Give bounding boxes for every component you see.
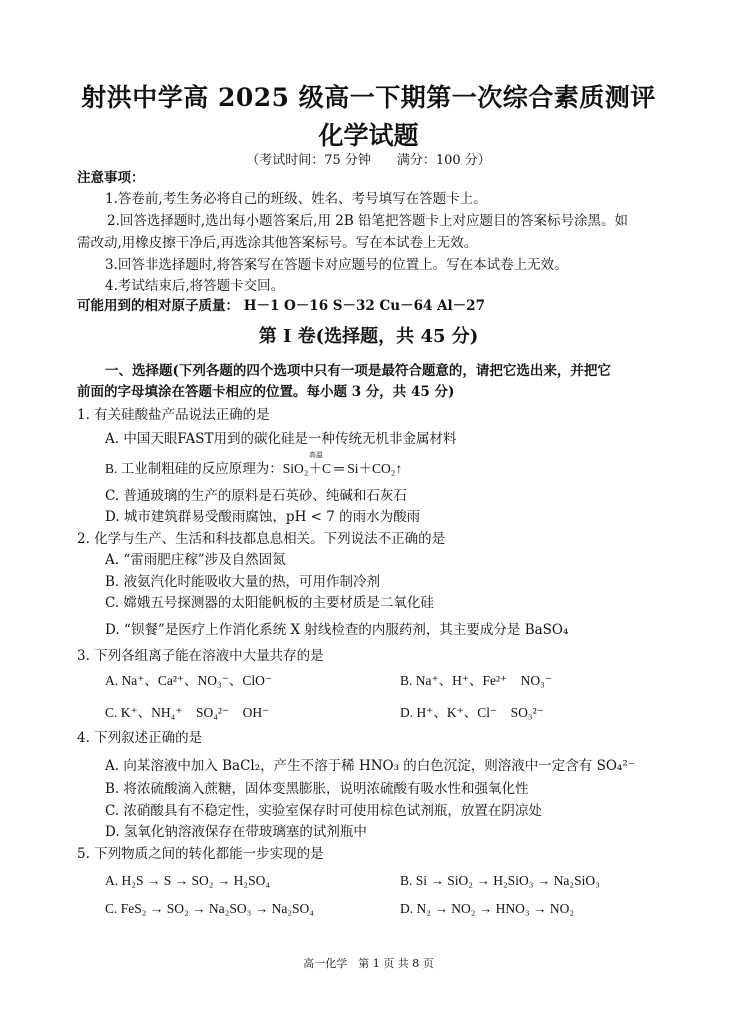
question-2-option-d: D. “钡餐”是医疗上作消化系统 X 射线检查的内服药剂，其主要成分是 BaSO₄ xyxy=(105,622,569,638)
question-1-option-c: C. 普通玻璃的生产的原料是石英砂、纯碱和石灰石 xyxy=(105,488,407,504)
question-5-option-d: D. N₂ → NO₂ → HNO₃ → NO₂ xyxy=(400,901,575,916)
subject-title: 化学试题 xyxy=(318,121,419,150)
question-2-option-c: C. 嫦娥五号探测器的太阳能帆板的主要材质是二氧化硅 xyxy=(105,595,434,611)
question-3-option-a: A. Na⁺、Ca²⁺、NO₃⁻、ClO⁻ xyxy=(105,673,272,688)
question-5-stem: 5. 下列物质之间的转化都能一步实现的是 xyxy=(77,846,324,862)
question-5-option-a: A. H₂S → S → SO₂ → H₂SO₄ xyxy=(105,873,271,888)
note-2-cont: 需改动,用橡皮擦干净后,再选涂其他答案标号。写在本试卷上无效。 xyxy=(77,235,478,251)
section-instruction-2: 前面的字母填涂在答题卡相应的位置。每小题 3 分，共 45 分) xyxy=(77,384,455,400)
question-2-option-b: B. 液氨汽化时能吸收大量的热，可用作制冷剂 xyxy=(105,574,381,590)
reaction-condition: 高温 xyxy=(309,451,323,459)
question-4-option-c: C. 浓硝酸具有不稳定性，实验室保存时可使用棕色试剂瓶，放置在阴凉处 xyxy=(105,803,542,819)
question-3-stem: 3. 下列各组离子能在溶液中大量共存的是 xyxy=(77,648,324,664)
question-5-option-b: B. Si → SiO₂ → H₂SiO₃ → Na₂SiO₃ xyxy=(400,873,600,888)
question-1-option-b: B. 工业制粗硅的反应原理为：SiO₂＋C ═ Si＋CO₂↑ xyxy=(105,461,403,476)
question-3-option-d: D. H⁺、K⁺、Cl⁻ SO₃²⁻ xyxy=(400,705,544,720)
question-4-option-d: D. 氢氧化钠溶液保存在带玻璃塞的试剂瓶中 xyxy=(105,824,367,840)
question-5-option-c: C. FeS₂ → SO₂ → Na₂SO₃ → Na₂SO₄ xyxy=(105,901,315,916)
question-1-option-d: D. 城市建筑群易受酸雨腐蚀，pH < 7 的雨水为酸雨 xyxy=(105,509,421,525)
question-2-option-a: A. “雷雨肥庄稼”涉及自然固氮 xyxy=(105,552,286,568)
question-4-option-a: A. 向某溶液中加入 BaCl₂，产生不溶于稀 HNO₃ 的白色沉淀，则溶液中一定含有 SO₄²⁻ xyxy=(105,758,635,774)
question-4-stem: 4. 下列叙述正确的是 xyxy=(77,730,203,746)
question-4-option-b: B. 将浓硫酸滴入蔗糖，固体变黑膨胀，说明浓硫酸有吸水性和强氧化性 xyxy=(105,781,529,797)
question-3-option-c: C. K⁺、NH₄⁺ SO₄²⁻ OH⁻ xyxy=(105,705,270,720)
notes-heading: 注意事项： xyxy=(77,170,145,186)
note-2: 2.回答选择题时,选出每小题答案后,用 2B 铅笔把答题卡上对应题目的答案标号涂黑。如 xyxy=(107,213,629,229)
note-1: 1.答卷前,考生务必将自己的班级、姓名、考号填写在答题卡上。 xyxy=(105,191,487,207)
question-1-option-a: A. 中国天眼FAST用到的碳化硅是一种传统无机非金属材料 xyxy=(105,431,457,447)
note-4: 4.考试结束后,将答题卡交回。 xyxy=(105,278,285,294)
section-instruction-1: 一、选择题(下列各题的四个选项中只有一项是最符合题意的，请把它选出来，并把它 xyxy=(105,363,611,379)
exam-info: （考试时间：75 分钟 满分：100 分） xyxy=(246,153,491,168)
question-3-option-b: B. Na⁺、H⁺、Fe²⁺ NO₃⁻ xyxy=(400,673,553,688)
exam-title: 射洪中学高 2025 级高一下期第一次综合素质测评 xyxy=(81,83,656,112)
atomic-mass: 可能用到的相对原子质量： H－1 O－16 S－32 Cu－64 Al－27 xyxy=(77,298,485,314)
section-title: 第 I 卷(选择题，共 45 分) xyxy=(258,326,479,347)
question-2-stem: 2. 化学与生产、生活和科技都息息相关。下列说法不正确的是 xyxy=(77,531,446,547)
question-1-stem: 1. 有关硅酸盐产品说法正确的是 xyxy=(77,407,270,423)
note-3: 3.回答非选择题时,将答案写在答题卡对应题号的位置上。写在本试卷上无效。 xyxy=(105,257,568,273)
page-footer: 高一化学 第 1 页 共 8 页 xyxy=(303,957,434,970)
